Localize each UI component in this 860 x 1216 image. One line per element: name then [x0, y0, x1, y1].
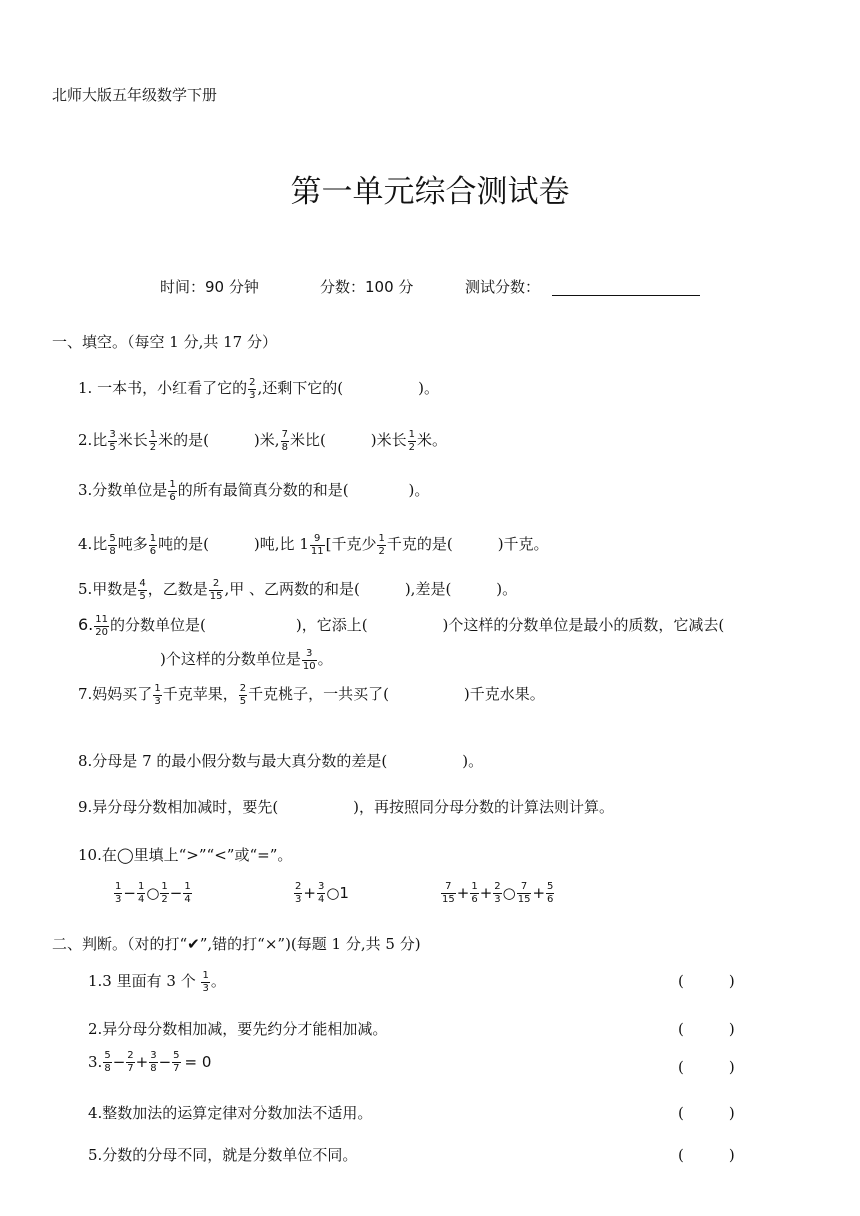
test-score-blank[interactable] [552, 279, 700, 296]
section2-heading: 二、判断。（对的打“✔”,错的打“×”)(每题 1 分,共 5 分) [52, 935, 421, 953]
time-info: 时间：90 分钟 [160, 278, 259, 296]
page-title: 第一单元综合测试卷 [290, 174, 570, 210]
question-6-cont: )个这样的分数单位是 $\frac{3}{10}$ 。 [160, 647, 333, 672]
judge-1-answer[interactable]: ( ) [678, 972, 735, 990]
score-info: 分数：100 分 [320, 278, 414, 296]
judge-4: 4.整数加法的运算定律对分数加法不适用。 [88, 1104, 373, 1122]
compare-circle[interactable]: ○ [146, 884, 160, 902]
book-header: 北师大版五年级数学下册 [52, 86, 218, 104]
judge-3-answer[interactable]: ( ) [678, 1058, 735, 1076]
question-7: 7.妈妈买了 $\frac{1}{3}$ 千克苹果， $\frac{2}{5}$ 千克桃子，一共买了( )千克水果。 [78, 682, 545, 707]
question-5: 5.甲数是 $\frac{4}{5}$ ，乙数是 $\frac{2}{15}$ ,甲 、乙两数的和是( ),差是( )。 [78, 577, 518, 602]
judge-5: 5.分数的分母不同，就是分数单位不同。 [88, 1146, 358, 1164]
question-3: 3.分数单位是 $\frac{1}{6}$ 的所有最简真分数的和是( )。 [78, 478, 430, 503]
question-6: 6. $\frac{11}{20}$ 的分数单位是( )，它添上( )个这样的分数单位是最小的质数，它减去( [78, 613, 725, 638]
question-8: 8.分母是 7 的最小假分数与最大真分数的差是( )。 [78, 752, 484, 770]
question-10: 10.在◯里填上“>”“<”或“=”。 [78, 846, 293, 864]
compare-expression-2: $\frac{2}{3}$ + $\frac{3}{4}$ ○1 [295, 881, 349, 905]
test-score-label: 测试分数： [465, 278, 541, 296]
judge-2: 2.异分母分数相加减，要先约分才能相加减。 [88, 1020, 388, 1038]
compare-circle[interactable]: ○ [502, 884, 516, 902]
compare-expression-1: $\frac{1}{3}$ − $\frac{1}{4}$ ○ $\frac{1}{2}$ − $\frac{1}{4}$ [115, 881, 191, 905]
compare-expression-3: $\frac{7}{15}$ + $\frac{1}{6}$ + $\frac{2}{3}$ ○ $\frac{7}{15}$ + $\frac{5}{6}$ [442, 881, 554, 905]
question-1: 1. 一本书，小红看了它的 $\frac{2}{3}$ ,还剩下它的( )。 [78, 376, 439, 401]
judge-3: 3. $\frac{5}{8}$ − $\frac{2}{7}$ + $\frac{3}{8}$ − $\frac{5}{7}$ = 0 [88, 1050, 212, 1074]
question-2: 2.比 $\frac{3}{5}$ 米长 $\frac{1}{2}$ 米的是( )米, $\frac{7}{8}$ 米比( )米长 $\frac{1}{2}$ 米。 [78, 428, 448, 453]
question-9: 9.异分母分数相加减时，要先( )，再按照同分母分数的计算法则计算。 [78, 798, 615, 816]
judge-4-answer[interactable]: ( ) [678, 1104, 735, 1122]
fraction: $\frac{2}{3}$ [249, 376, 256, 401]
judge-2-answer[interactable]: ( ) [678, 1020, 735, 1038]
question-4: 4.比 $\frac{5}{8}$ 吨多 $\frac{1}{6}$ 吨的是( )吨,比 1 $\frac{9}{11}$ [千克少 $\frac{1}{2}$ 千克的是( )千克。 [78, 532, 549, 557]
judge-1: 1.3 里面有 3 个 $\frac{1}{3}$ 。 [88, 969, 226, 994]
section1-heading: 一、填空。（每空 1 分,共 17 分） [52, 333, 277, 351]
compare-circle[interactable]: ○ [326, 884, 340, 902]
judge-5-answer[interactable]: ( ) [678, 1146, 735, 1164]
